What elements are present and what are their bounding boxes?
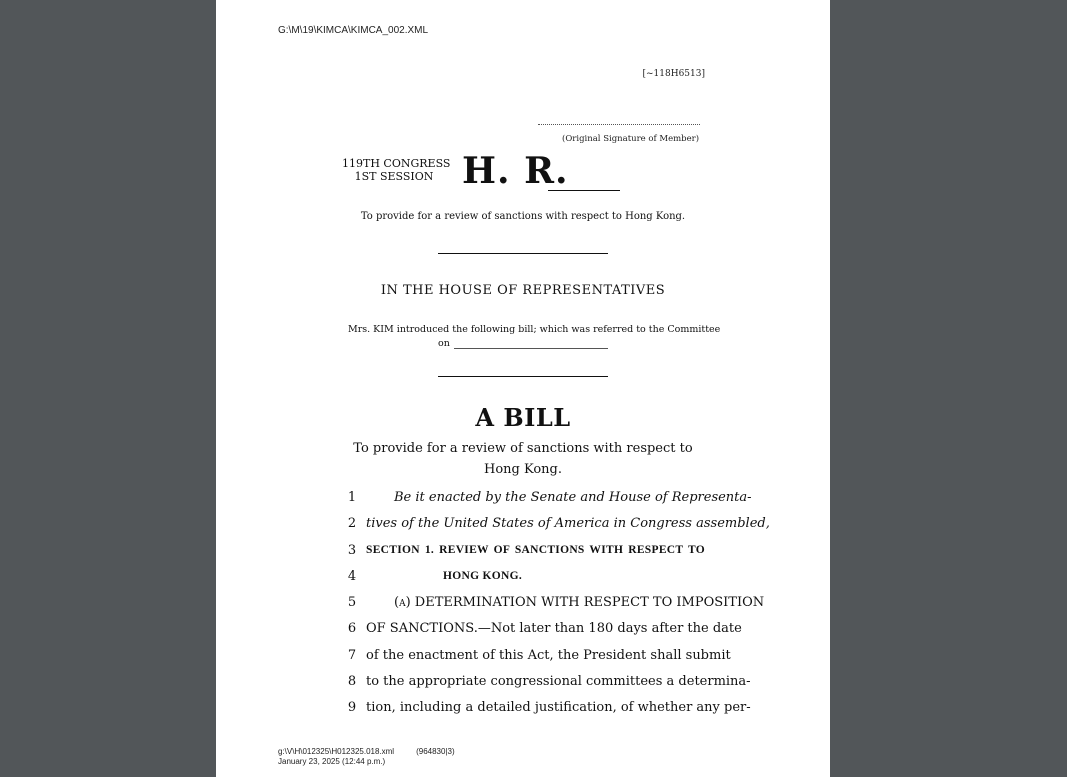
signature-line [538, 124, 700, 125]
line-number: 5 [347, 595, 357, 610]
section-heading-cont: HONG KONG. [443, 570, 523, 582]
divider-rule [438, 253, 608, 254]
congress-session [342, 157, 451, 183]
bill-text-line: Be it enacted by the Senate and House of Representa- [394, 490, 752, 505]
house-heading: IN THE HOUSE OF REPRESENTATIVES [380, 283, 666, 298]
document-page [216, 0, 830, 777]
bill-text-line: tion, including a detailed justification, of whether any per- [366, 700, 751, 715]
bill-heading: A BILL [475, 403, 571, 432]
bill-text-line: of the enactment of this Act, the President shall submit [366, 648, 731, 663]
long-title: To provide for a review of sanctions with respect to Hong Kong. [353, 441, 693, 477]
introduction-on: on [438, 338, 450, 349]
footer-date: January 23, 2025 (12:44 p.m.) [278, 757, 386, 766]
signature-label: (Original Signature of Member) [562, 134, 700, 144]
congress-line: 119TH CONGRESS [342, 157, 451, 170]
bill-text-line: OF SANCTIONS.—Not later than 180 days after the date [366, 621, 742, 636]
file-path: G:\M\19\KIMCA\KIMCA_002.XML [278, 25, 429, 36]
bill-text-line: tives of the United States of America in Congress assembled, [366, 516, 770, 531]
bill-text-line: (a) DETERMINATION WITH RESPECT TO IMPOSITION [394, 595, 765, 610]
short-title: To provide for a review of sanctions with respect to Hong Kong. [360, 211, 686, 222]
footer-path: g:\V\H\012325\H012325.018.xml [278, 747, 395, 756]
line-number: 3 [347, 543, 357, 558]
line-number: 1 [347, 490, 357, 505]
introduction-text: Mrs. KIM introduced the following bill; which was referred to the Committee [348, 324, 721, 335]
line-number: 9 [347, 700, 357, 715]
divider-rule [438, 376, 608, 377]
page-footer [278, 747, 455, 767]
session-line: 1ST SESSION [354, 170, 434, 183]
footer-ref: (964830|3) [416, 747, 455, 756]
line-number: 2 [347, 516, 357, 531]
section-heading: SECTION 1. REVIEW OF SANCTIONS WITH RESPECT TO [366, 544, 705, 556]
line-number: 7 [347, 648, 357, 663]
bill-text-line: to the appropriate congressional committees a determina- [366, 674, 751, 689]
line-number: 6 [347, 621, 357, 636]
bill-number: H. R. [462, 150, 569, 192]
committee-blank [454, 348, 608, 349]
draft-code: [~118H6513] [642, 69, 705, 79]
line-number: 4 [347, 569, 357, 584]
bill-number-blank [548, 190, 620, 191]
line-number: 8 [347, 674, 357, 689]
